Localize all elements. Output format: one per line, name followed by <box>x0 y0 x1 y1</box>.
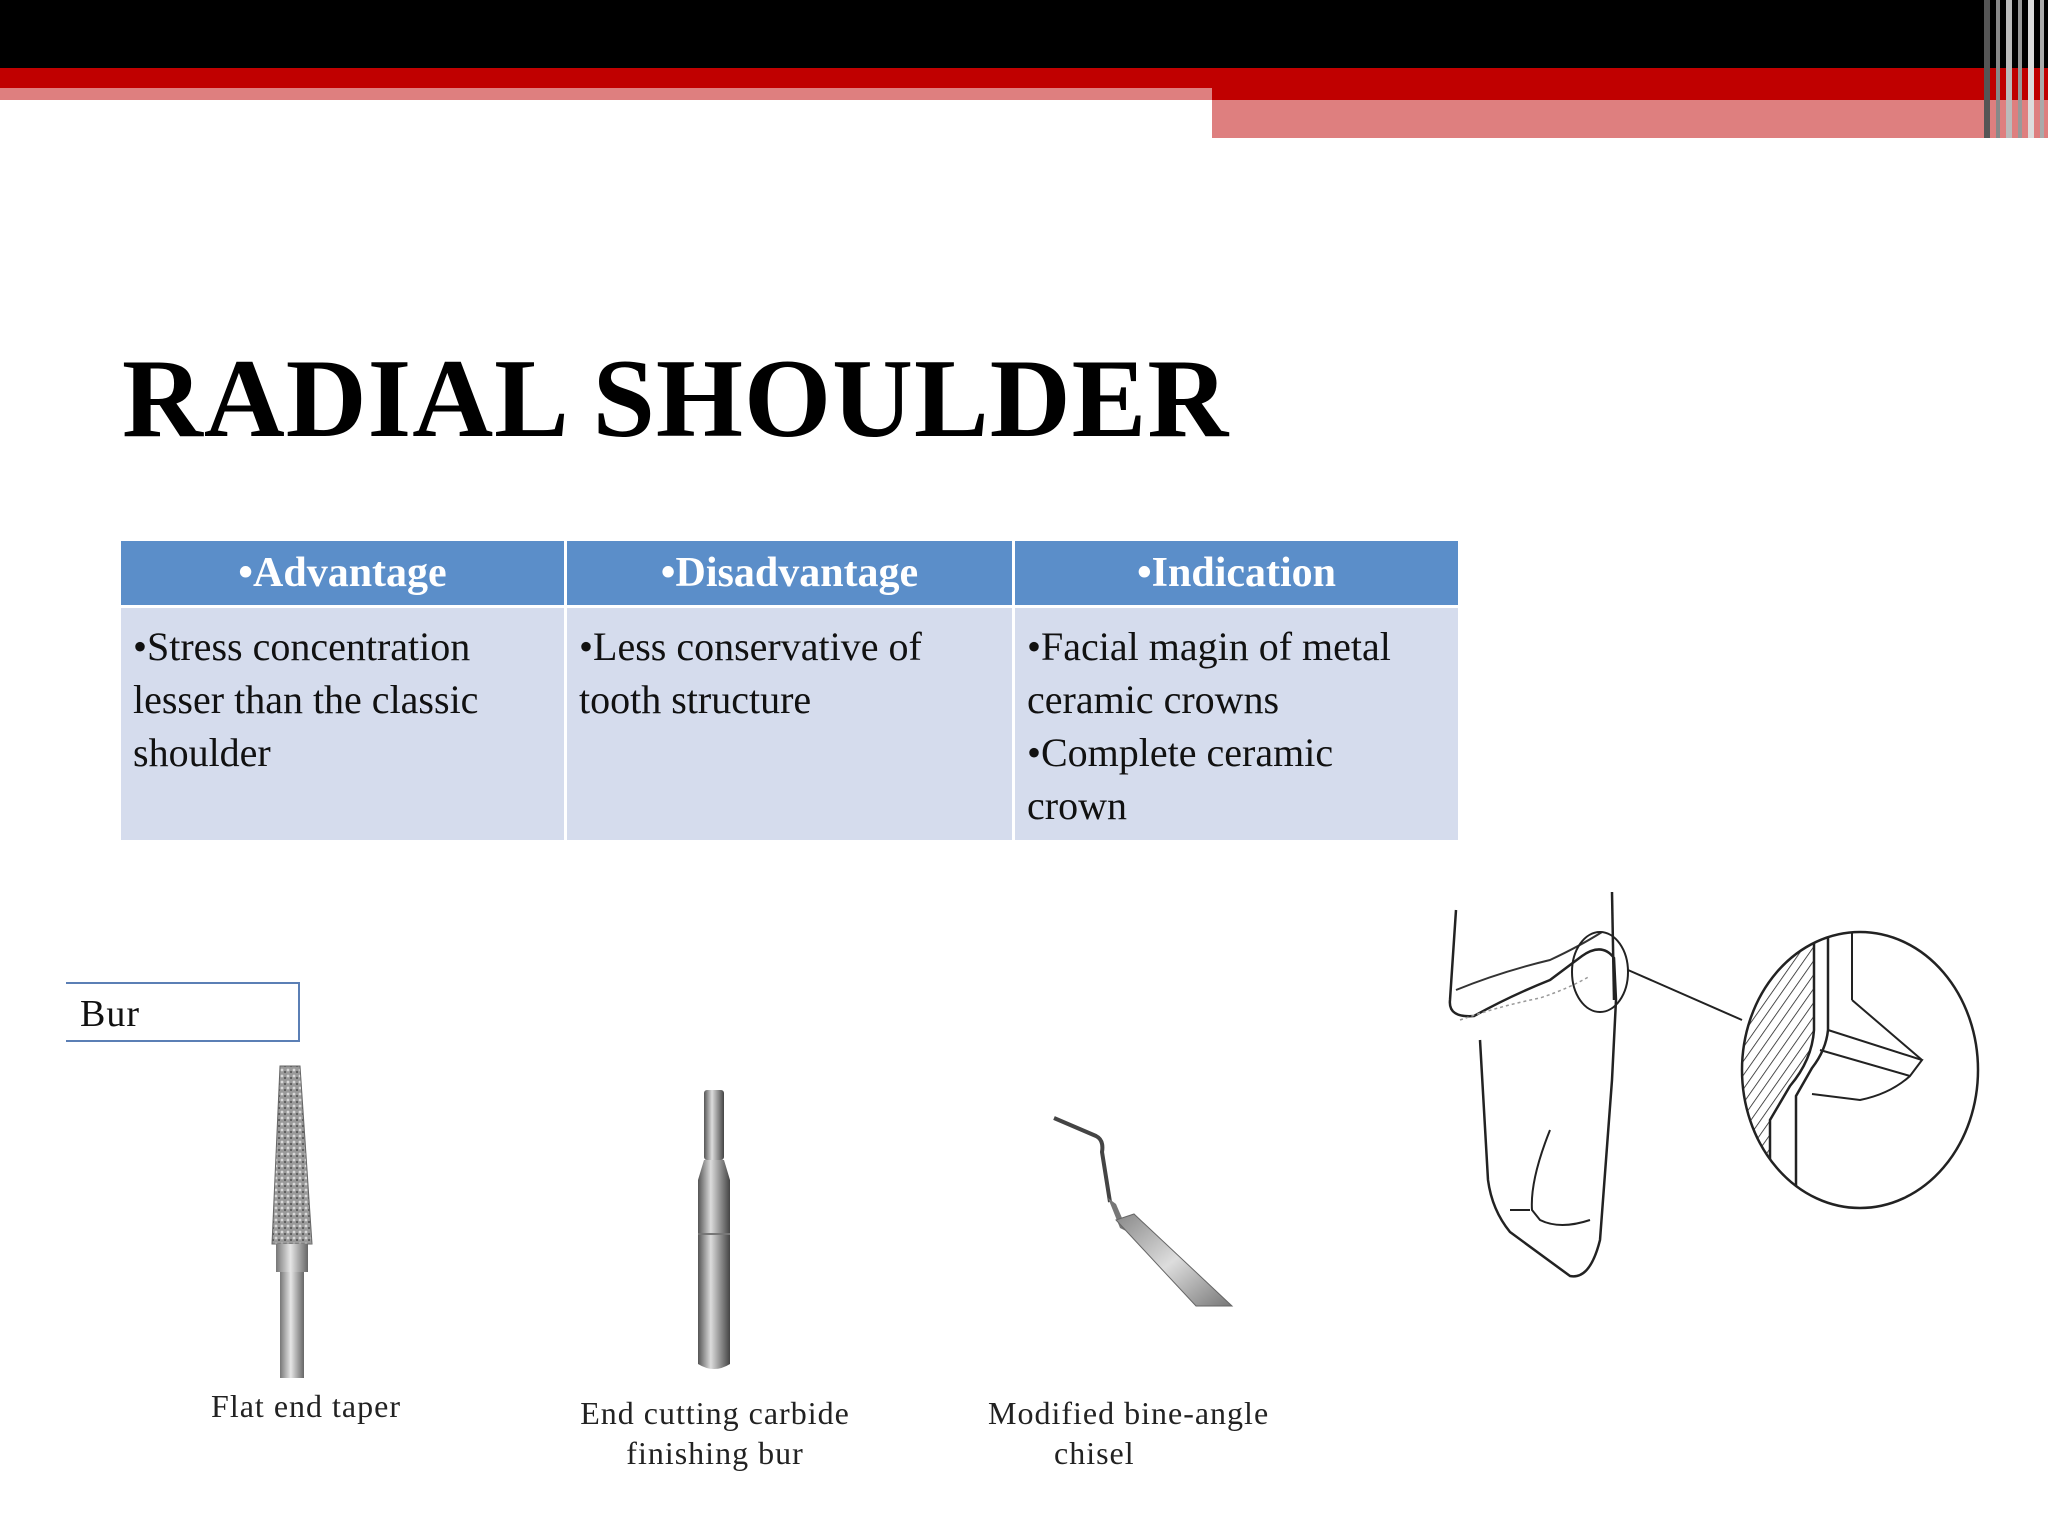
header-indication: •Indication <box>1014 540 1460 607</box>
indication-line: •Complete ceramic <box>1027 730 1334 775</box>
cell-advantage <box>120 607 566 842</box>
slide-title: RADIAL SHOULDER <box>122 337 1230 462</box>
advantage-line: •Stress concentration <box>133 624 471 669</box>
table-row <box>120 607 1460 842</box>
caption-line: Flat end taper <box>211 1388 401 1424</box>
caption-end-cutting-carbide-bur <box>520 1393 910 1473</box>
caption-line: finishing bur <box>626 1435 804 1471</box>
disadvantage-line: •Less conservative of <box>579 624 922 669</box>
advantage-line: lesser than the classic <box>133 677 479 722</box>
caption-line: End cutting carbide <box>580 1395 850 1431</box>
cell-disadvantage <box>566 607 1014 842</box>
table-header-row <box>120 540 1460 607</box>
end-cutting-carbide-bur-image <box>686 1084 742 1374</box>
bur-label: Bur <box>80 993 140 1035</box>
bur-label-box <box>66 982 300 1042</box>
caption-flat-end-taper <box>166 1386 446 1426</box>
indication-line: ceramic crowns <box>1027 677 1280 722</box>
top-black-bar <box>0 0 2048 68</box>
chisel-instrument-image <box>1046 1110 1236 1310</box>
cell-indication <box>1014 607 1460 842</box>
top-pink-stripe-right <box>1212 100 2048 138</box>
indication-line: crown <box>1027 783 1127 828</box>
flat-end-taper-bur-image <box>250 1062 334 1380</box>
radial-shoulder-tooth-diagram <box>1440 880 1990 1292</box>
indication-line: •Facial magin of metal <box>1027 624 1391 669</box>
top-pink-stripe-left <box>0 88 1212 100</box>
caption-line: chisel <box>1054 1435 1135 1471</box>
comparison-table <box>118 538 1461 843</box>
disadvantage-line: tooth structure <box>579 677 812 722</box>
caption-line: Modified bine-angle <box>988 1395 1270 1431</box>
caption-chisel <box>966 1393 1386 1473</box>
header-advantage: •Advantage <box>120 540 566 607</box>
header-disadvantage: •Disadvantage <box>566 540 1014 607</box>
advantage-line: shoulder <box>133 730 271 775</box>
